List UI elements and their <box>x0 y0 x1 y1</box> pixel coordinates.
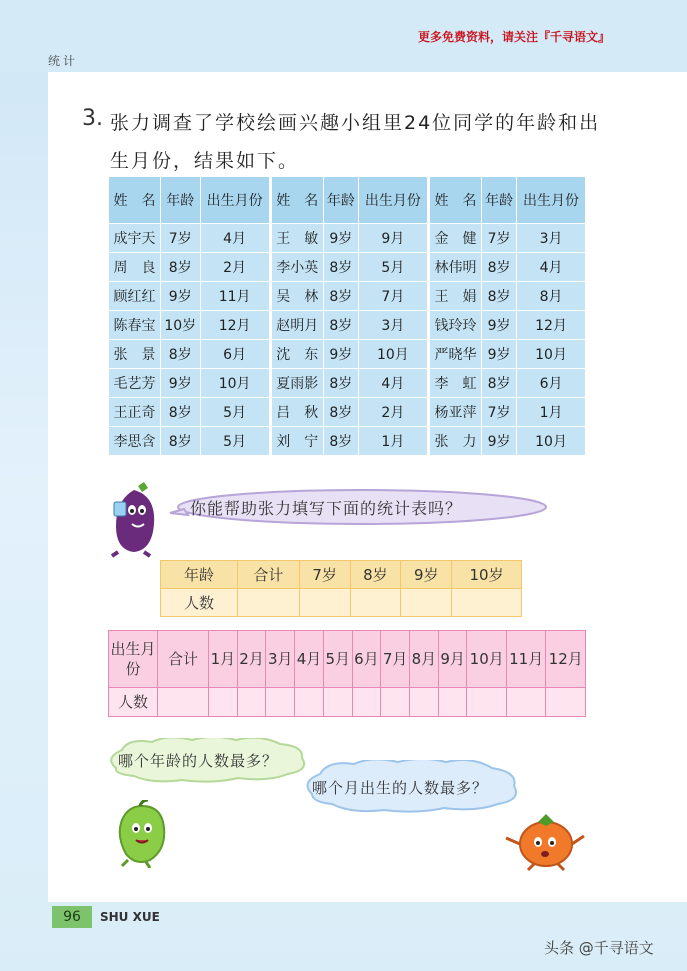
survey-cell: 8岁 <box>323 369 358 398</box>
survey-cell: 李小英 <box>270 253 323 282</box>
survey-table <box>108 176 586 456</box>
survey-cell: 12月 <box>200 311 270 340</box>
survey-cell: 李思含 <box>109 427 161 456</box>
month-col: 10月 <box>467 631 506 688</box>
age-count-row <box>161 589 522 617</box>
month-col: 1月 <box>209 631 238 688</box>
survey-cell: 9岁 <box>323 340 358 369</box>
survey-cell: 8岁 <box>160 253 200 282</box>
survey-cell: 9月 <box>358 224 428 253</box>
survey-header-cell: 姓 名 <box>109 177 161 224</box>
survey-cell: 6月 <box>517 369 586 398</box>
survey-cell: 4月 <box>517 253 586 282</box>
month-count-cell[interactable] <box>266 688 295 717</box>
age-col: 10岁 <box>452 561 522 589</box>
tomato-character-icon <box>498 810 590 872</box>
survey-row <box>109 253 586 282</box>
age-count-label: 人数 <box>161 589 238 617</box>
survey-cell: 10岁 <box>160 311 200 340</box>
survey-cell: 8月 <box>517 282 586 311</box>
survey-cell: 钱玲玲 <box>428 311 481 340</box>
survey-cell: 2月 <box>358 398 428 427</box>
month-col: 8月 <box>410 631 439 688</box>
survey-header-cell: 出生月份 <box>358 177 428 224</box>
month-count-cell[interactable] <box>237 688 266 717</box>
survey-cell: 12月 <box>517 311 586 340</box>
survey-cell: 杨亚萍 <box>428 398 481 427</box>
survey-cell: 7岁 <box>482 224 517 253</box>
survey-header-cell: 出生月份 <box>200 177 270 224</box>
month-col: 4月 <box>295 631 324 688</box>
month-count-row <box>109 688 586 717</box>
month-col: 5月 <box>323 631 352 688</box>
month-count-label: 人数 <box>109 688 158 717</box>
month-col: 11月 <box>506 631 545 688</box>
survey-cell: 张 景 <box>109 340 161 369</box>
eggplant-character-icon <box>104 480 166 558</box>
month-col: 7月 <box>381 631 410 688</box>
month-col: 2月 <box>237 631 266 688</box>
month-label: 出生月份 <box>109 631 158 688</box>
question-age: 哪个年龄的人数最多？ <box>118 752 279 770</box>
month-count-cell[interactable] <box>467 688 506 717</box>
survey-cell: 10月 <box>200 369 270 398</box>
survey-cell: 9岁 <box>482 311 517 340</box>
survey-row <box>109 282 586 311</box>
survey-cell: 3月 <box>358 311 428 340</box>
age-label: 年龄 <box>161 561 238 589</box>
age-col: 9岁 <box>401 561 452 589</box>
month-col: 3月 <box>266 631 295 688</box>
survey-cell: 7岁 <box>160 224 200 253</box>
survey-cell: 王 娟 <box>428 282 481 311</box>
month-count-cell[interactable] <box>158 688 209 717</box>
survey-cell: 4月 <box>358 369 428 398</box>
survey-cell: 10月 <box>517 340 586 369</box>
survey-cell: 金 健 <box>428 224 481 253</box>
survey-cell: 周 良 <box>109 253 161 282</box>
watermark: 头条 @千寻语文 <box>544 939 654 957</box>
survey-cell: 5月 <box>200 398 270 427</box>
survey-row <box>109 311 586 340</box>
survey-cell: 毛艺芳 <box>109 369 161 398</box>
survey-cell: 8岁 <box>323 427 358 456</box>
survey-cell: 王正奇 <box>109 398 161 427</box>
month-col: 6月 <box>352 631 381 688</box>
survey-row <box>109 398 586 427</box>
survey-cell: 7岁 <box>482 398 517 427</box>
age-count-cell[interactable] <box>350 589 401 617</box>
survey-header-cell: 姓 名 <box>428 177 481 224</box>
month-total-label: 合计 <box>158 631 209 688</box>
survey-cell: 林伟明 <box>428 253 481 282</box>
survey-cell: 11月 <box>200 282 270 311</box>
survey-cell: 沈 东 <box>270 340 323 369</box>
month-statistics-table <box>108 630 586 717</box>
survey-cell: 李 虹 <box>428 369 481 398</box>
month-header-row <box>109 631 586 688</box>
survey-cell: 刘 宁 <box>270 427 323 456</box>
survey-cell: 6月 <box>200 340 270 369</box>
header-note: 更多免费资料，请关注『千寻语文』 <box>418 30 611 44</box>
month-count-cell[interactable] <box>295 688 324 717</box>
age-count-cell[interactable] <box>299 589 350 617</box>
survey-cell: 9岁 <box>482 427 517 456</box>
month-col: 12月 <box>546 631 586 688</box>
green-pepper-character-icon <box>108 800 178 868</box>
survey-header-cell: 年龄 <box>323 177 358 224</box>
survey-cell: 9岁 <box>160 282 200 311</box>
month-count-cell[interactable] <box>410 688 439 717</box>
survey-cell: 8岁 <box>482 282 517 311</box>
survey-cell: 1月 <box>517 398 586 427</box>
survey-cell: 严晓华 <box>428 340 481 369</box>
subject-label: SHU XUE <box>100 910 160 924</box>
survey-cell: 8岁 <box>482 253 517 282</box>
survey-cell: 8岁 <box>482 369 517 398</box>
survey-header-cell: 年龄 <box>160 177 200 224</box>
month-count-cell[interactable] <box>438 688 467 717</box>
age-header-row <box>161 561 522 589</box>
survey-cell: 1月 <box>358 427 428 456</box>
survey-cell: 4月 <box>200 224 270 253</box>
survey-cell: 8岁 <box>323 253 358 282</box>
survey-cell: 8岁 <box>160 427 200 456</box>
month-count-cell[interactable] <box>323 688 352 717</box>
month-col: 9月 <box>438 631 467 688</box>
survey-cell: 8岁 <box>160 340 200 369</box>
survey-cell: 7月 <box>358 282 428 311</box>
survey-cell: 顾红红 <box>109 282 161 311</box>
page-number: 96 <box>52 906 92 928</box>
prompt-text: 你能帮助张力填写下面的统计表吗？ <box>190 499 463 518</box>
survey-header-row <box>109 177 586 224</box>
survey-cell: 夏雨影 <box>270 369 323 398</box>
survey-cell: 赵明月 <box>270 311 323 340</box>
question-month: 哪个月出生的人数最多？ <box>312 779 489 797</box>
survey-row <box>109 224 586 253</box>
month-count-cell[interactable] <box>209 688 238 717</box>
survey-header-cell: 出生月份 <box>517 177 586 224</box>
section-title: 统计 <box>48 54 79 68</box>
month-count-cell[interactable] <box>506 688 545 717</box>
age-count-cell[interactable] <box>401 589 452 617</box>
survey-row <box>109 369 586 398</box>
survey-cell: 吴 林 <box>270 282 323 311</box>
survey-cell: 10月 <box>517 427 586 456</box>
survey-cell: 3月 <box>517 224 586 253</box>
survey-cell: 10月 <box>358 340 428 369</box>
survey-cell: 2月 <box>200 253 270 282</box>
question-text: 张力调查了学校绘画兴趣小组里24位同学的年龄和出生月份，结果如下。 <box>110 112 601 172</box>
survey-cell: 王 敏 <box>270 224 323 253</box>
survey-row <box>109 340 586 369</box>
survey-cell: 5月 <box>358 253 428 282</box>
survey-cell: 张 力 <box>428 427 481 456</box>
age-col: 8岁 <box>350 561 401 589</box>
survey-cell: 8岁 <box>323 398 358 427</box>
age-col: 7岁 <box>299 561 350 589</box>
survey-cell: 5月 <box>200 427 270 456</box>
survey-header-cell: 年龄 <box>482 177 517 224</box>
question-number: 3. <box>82 106 103 131</box>
age-total-label: 合计 <box>238 561 300 589</box>
survey-header-cell: 姓 名 <box>270 177 323 224</box>
age-count-cell[interactable] <box>452 589 522 617</box>
month-count-cell[interactable] <box>546 688 586 717</box>
survey-cell: 9岁 <box>482 340 517 369</box>
survey-cell: 9岁 <box>323 224 358 253</box>
survey-cell: 8岁 <box>323 311 358 340</box>
survey-row <box>109 427 586 456</box>
age-statistics-table <box>160 560 522 617</box>
month-count-cell[interactable] <box>352 688 381 717</box>
survey-cell: 吕 秋 <box>270 398 323 427</box>
survey-cell: 8岁 <box>323 282 358 311</box>
survey-cell: 9岁 <box>160 369 200 398</box>
month-count-cell[interactable] <box>381 688 410 717</box>
survey-cell: 成宇天 <box>109 224 161 253</box>
survey-cell: 陈春宝 <box>109 311 161 340</box>
survey-cell: 8岁 <box>160 398 200 427</box>
age-count-cell[interactable] <box>238 589 300 617</box>
